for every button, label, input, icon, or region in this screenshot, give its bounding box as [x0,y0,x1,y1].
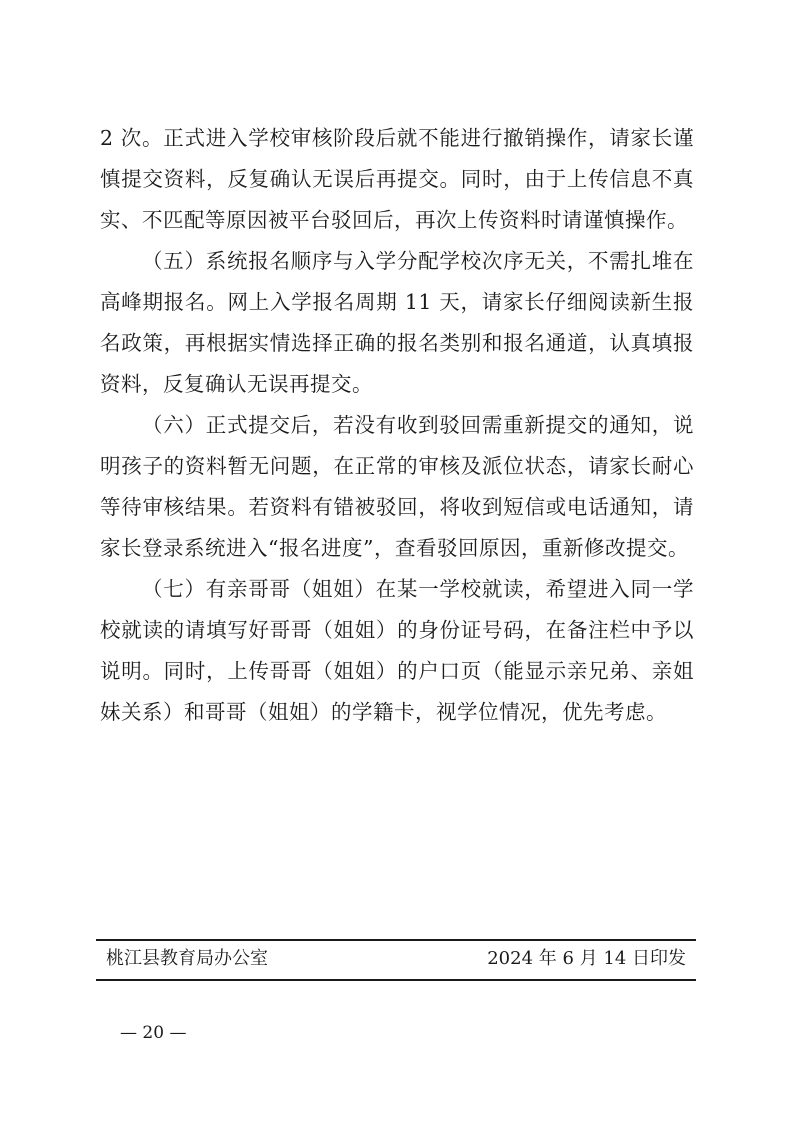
issuance-footer [96,939,696,981]
paragraph-item-5: （五）系统报名顺序与入学分配学校次序无关，不需扎堆在高峰期报名。网上入学报名周期 11 天，请家长仔细阅读新生报名政策，再根据实情选择正确的报名类别和报名通道，认真填报资料，反复确认无误再提交。 [100,249,694,396]
paragraph-continuation: 2 次。正式进入学校审核阶段后就不能进行撤销操作，请家长谨慎提交资料，反复确认无误后再提交。同时，由于上传信息不真实、不匹配等原因被平台驳回后，再次上传资料时请谨慎操作。 [100,126,694,232]
paragraph-item-7: （七）有亲哥哥（姐姐）在某一学校就读，希望进入同一学校就读的请填写好哥哥（姐姐）的身份证号码，在备注栏中予以说明。同时，上传哥哥（姐姐）的户口页（能显示亲兄弟、亲姐妹关系）和哥哥（姐姐）的学籍卡，视学位情况，优先考虑。 [100,577,694,724]
issue-date: 2024 年 6 月 14 日印发 [487,948,686,969]
page-number: — 20 — [120,1023,187,1043]
paragraph-item-6: （六）正式提交后，若没有收到驳回需重新提交的通知，说明孩子的资料暂无问题，在正常的审核及派位状态，请家长耐心等待审核结果。若资料有错被驳回，将收到短信或电话通知，请家长登录系统进入“报名进度”，查看驳回原因，重新修改提交。 [100,413,694,560]
document-body [100,118,694,733]
issuing-office: 桃江县教育局办公室 [106,948,268,969]
